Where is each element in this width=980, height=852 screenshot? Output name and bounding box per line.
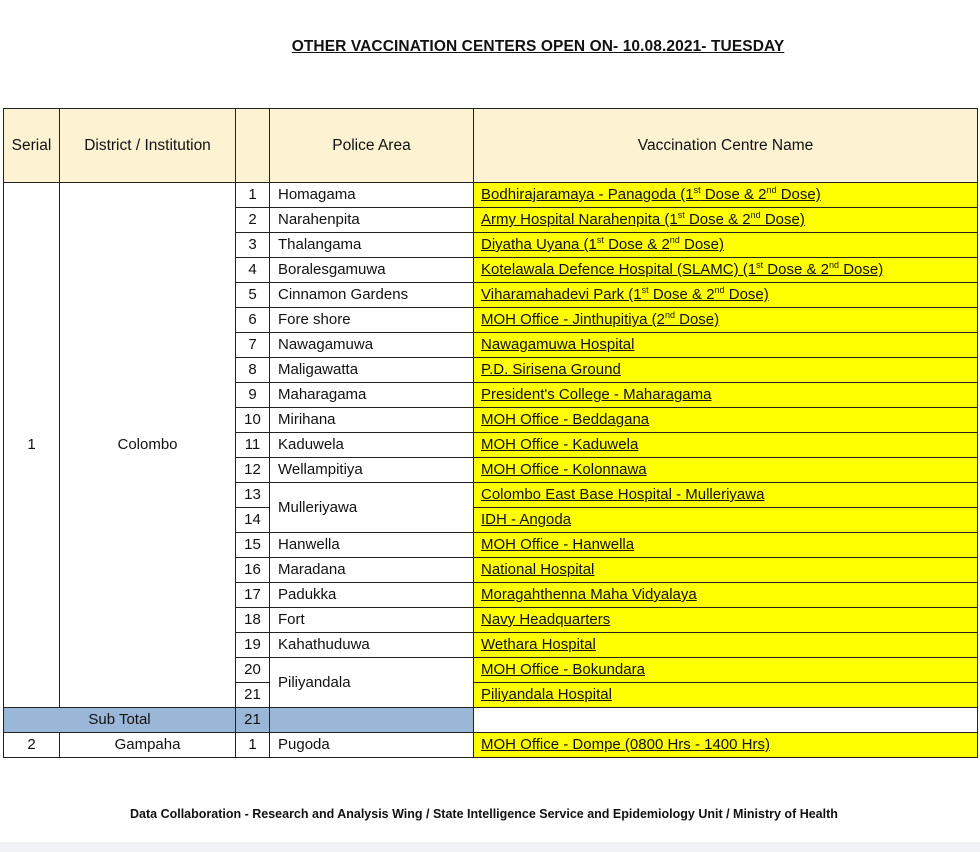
police-area-cell: Wellampitiya [270, 458, 474, 483]
header-serial: Serial [4, 109, 60, 183]
police-area-cell: Mulleriyawa [270, 483, 474, 533]
vaccination-centre-cell: MOH Office - Jinthupitiya (2nd Dose) [474, 308, 978, 333]
row-number-cell: 16 [236, 558, 270, 583]
serial-cell: 1 [4, 183, 60, 708]
vaccination-centre-cell: MOH Office - Kaduwela [474, 433, 978, 458]
vaccination-centre-cell: MOH Office - Bokundara [474, 658, 978, 683]
subtotal-row [4, 708, 978, 733]
subtotal-label: Sub Total [4, 708, 236, 733]
row-number-cell: 11 [236, 433, 270, 458]
row-number-cell: 17 [236, 583, 270, 608]
row-number-cell: 6 [236, 308, 270, 333]
vaccination-centre-cell: MOH Office - Beddagana [474, 408, 978, 433]
district-cell: Gampaha [60, 733, 236, 758]
police-area-cell: Fort [270, 608, 474, 633]
police-area-cell: Hanwella [270, 533, 474, 558]
row-number-cell: 7 [236, 333, 270, 358]
subtotal-blank-centre-cell [474, 708, 978, 733]
row-number-cell: 21 [236, 683, 270, 708]
header-police-area: Police Area [270, 109, 474, 183]
row-number-cell: 14 [236, 508, 270, 533]
subtotal-value: 21 [236, 708, 270, 733]
police-area-cell: Kaduwela [270, 433, 474, 458]
vaccination-centre-cell: Colombo East Base Hospital - Mulleriyawa [474, 483, 978, 508]
row-number-cell: 10 [236, 408, 270, 433]
vaccination-centre-cell: Kotelawala Defence Hospital (SLAMC) (1st Dose & 2nd Dose) [474, 258, 978, 283]
row-number-cell: 4 [236, 258, 270, 283]
vaccination-centre-cell: Diyatha Uyana (1st Dose & 2nd Dose) [474, 233, 978, 258]
bottom-bar [0, 842, 980, 852]
vaccination-centre-cell: P.D. Sirisena Ground [474, 358, 978, 383]
vaccination-centre-cell: Viharamahadevi Park (1st Dose & 2nd Dose) [474, 283, 978, 308]
header-district: District / Institution [60, 109, 236, 183]
subtotal-blank-cell [270, 708, 474, 733]
row-number-cell: 20 [236, 658, 270, 683]
row-number-cell: 19 [236, 633, 270, 658]
police-area-cell: Pugoda [270, 733, 474, 758]
row-number-cell: 13 [236, 483, 270, 508]
vaccination-centre-cell: Bodhirajaramaya - Panagoda (1st Dose & 2nd Dose) [474, 183, 978, 208]
police-area-cell: Maradana [270, 558, 474, 583]
police-area-cell: Maligawatta [270, 358, 474, 383]
vaccination-centre-cell: Wethara Hospital [474, 633, 978, 658]
serial-cell: 2 [4, 733, 60, 758]
table-row [4, 183, 978, 208]
vaccination-centre-cell: IDH - Angoda [474, 508, 978, 533]
page-title: OTHER VACCINATION CENTERS OPEN ON- 10.08.2021- TUESDAY [291, 38, 785, 55]
table-row [4, 733, 978, 758]
police-area-cell: Narahenpita [270, 208, 474, 233]
row-number-cell: 1 [236, 733, 270, 758]
vaccination-centre-cell: National Hospital [474, 558, 978, 583]
vaccination-centre-cell: MOH Office - Dompe (0800 Hrs - 1400 Hrs) [474, 733, 978, 758]
police-area-cell: Padukka [270, 583, 474, 608]
district-cell: Colombo [60, 183, 236, 708]
police-area-cell: Kahathuduwa [270, 633, 474, 658]
footer-credits: Data Collaboration - Research and Analysis Wing / State Intelligence Service and Epidemiology Unit / Ministry of Health [130, 807, 838, 821]
vaccination-centre-cell: President's College - Maharagama [474, 383, 978, 408]
row-number-cell: 5 [236, 283, 270, 308]
row-number-cell: 15 [236, 533, 270, 558]
police-area-cell: Maharagama [270, 383, 474, 408]
vaccination-centre-cell: MOH Office - Kolonnawa [474, 458, 978, 483]
row-number-cell: 18 [236, 608, 270, 633]
row-number-cell: 9 [236, 383, 270, 408]
row-number-cell: 1 [236, 183, 270, 208]
row-number-cell: 2 [236, 208, 270, 233]
police-area-cell: Boralesgamuwa [270, 258, 474, 283]
vaccination-centre-cell: Navy Headquarters [474, 608, 978, 633]
table-header-row [4, 109, 978, 183]
row-number-cell: 12 [236, 458, 270, 483]
vaccination-centre-cell: MOH Office - Hanwella [474, 533, 978, 558]
police-area-cell: Cinnamon Gardens [270, 283, 474, 308]
header-blank [236, 109, 270, 183]
police-area-cell: Nawagamuwa [270, 333, 474, 358]
police-area-cell: Fore shore [270, 308, 474, 333]
police-area-cell: Piliyandala [270, 658, 474, 708]
row-number-cell: 8 [236, 358, 270, 383]
vaccination-centre-cell: Moragahthenna Maha Vidyalaya [474, 583, 978, 608]
row-number-cell: 3 [236, 233, 270, 258]
header-vaccination-centre: Vaccination Centre Name [474, 109, 978, 183]
vaccination-centre-cell: Nawagamuwa Hospital [474, 333, 978, 358]
vaccination-centre-cell: Army Hospital Narahenpita (1st Dose & 2nd Dose) [474, 208, 978, 233]
vaccination-centre-cell: Piliyandala Hospital [474, 683, 978, 708]
police-area-cell: Homagama [270, 183, 474, 208]
police-area-cell: Mirihana [270, 408, 474, 433]
vaccination-centers-table [3, 108, 978, 758]
police-area-cell: Thalangama [270, 233, 474, 258]
